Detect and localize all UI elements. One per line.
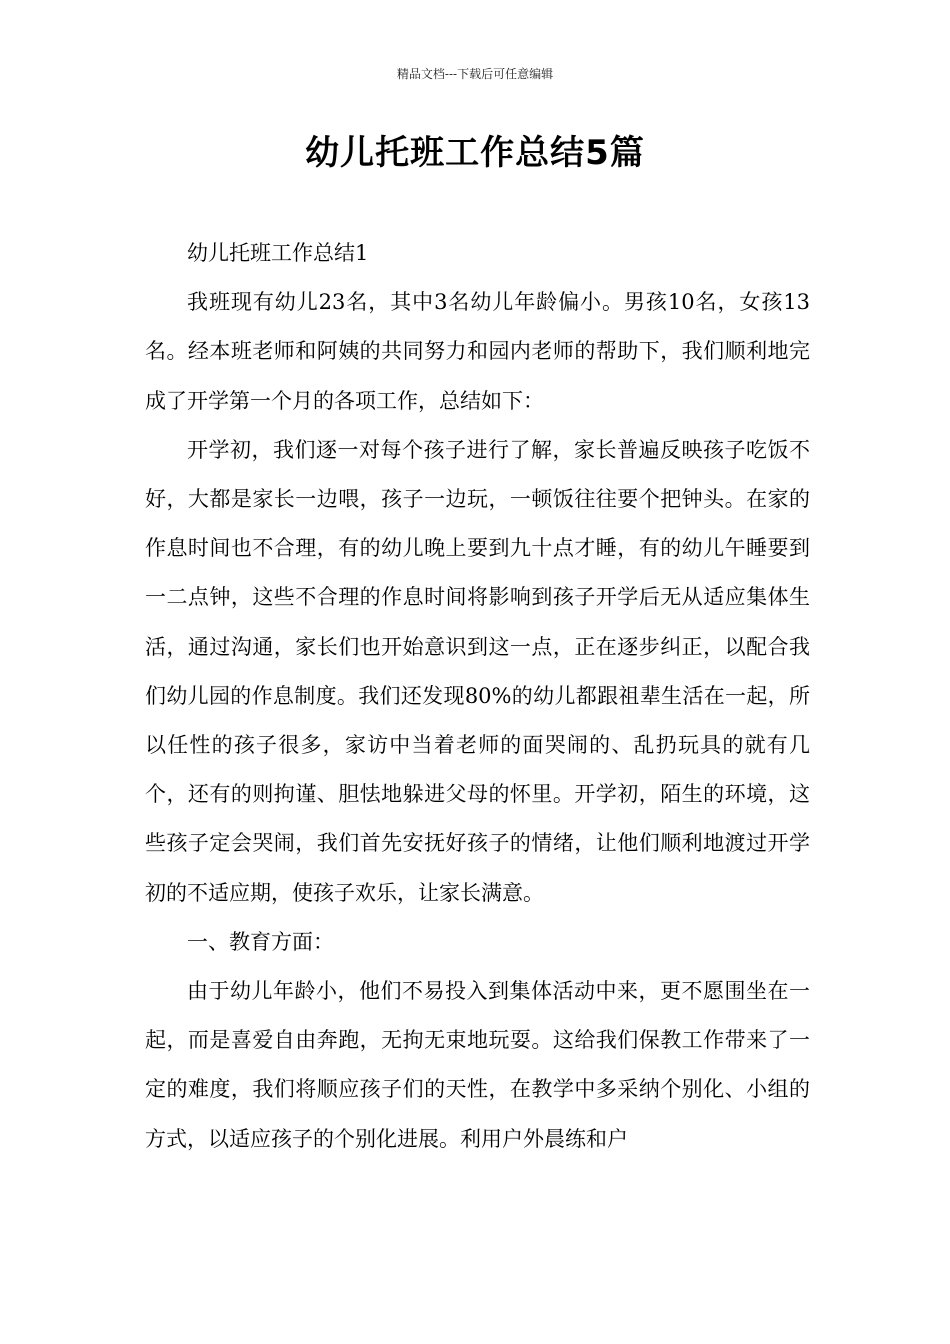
paragraph: 由于幼儿年龄小，他们不易投入到集体活动中来，更不愿围坐在一起，而是喜爱自由奔跑，无拘无束地玩耍。这给我们保教工作带来了一定的难度，我们将顺应孩子们的天性，在教学中多采纳个别化、小组的方式，以适应孩子的个别化进展。利用户外晨练和户: [145, 979, 810, 1151]
paragraph: 开学初，我们逐一对每个孩子进行了解，家长普遍反映孩子吃饭不好，大都是家长一边喂，孩子一边玩，一顿饭往往要个把钟头。在家的作息时间也不合理，有的幼儿晚上要到九十点才睡，有的幼儿午睡要到一二点钟，这些不合理的作息时间将影响到孩子开学后无从适应集体生活，通过沟通，家长们也开始意识到这一点，正在逐步纠正，以配合我们幼儿园的作息制度。我们还发现80%的幼儿都跟祖辈生活在一起，所以任性的孩子很多，家访中当着老师的面哭闹的、乱扔玩具的就有几个，还有的则拘谨、胆怯地躲进父母的怀里。开学初，陌生的环境，这些孩子定会哭闹，我们首先安抚好孩子的情绪，让他们顺利地渡过开学初的不适应期，使孩子欢乐，让家长满意。: [145, 437, 810, 905]
header-note: 精品文档---下载后可任意编辑: [396, 67, 554, 81]
section-title: 幼儿托班工作总结1: [187, 241, 369, 265]
document-body: [145, 229, 810, 1164]
paragraph: 我班现有幼儿23名，其中3名幼儿年龄偏小。男孩10名，女孩13名。经本班老师和阿姨的共同努力和园内老师的帮助下，我们顺利地完成了开学第一个月的各项工作，总结如下：: [145, 290, 810, 413]
subheading: 一、教育方面：: [187, 929, 334, 954]
document-title: 幼儿托班工作总结5篇: [305, 133, 645, 173]
